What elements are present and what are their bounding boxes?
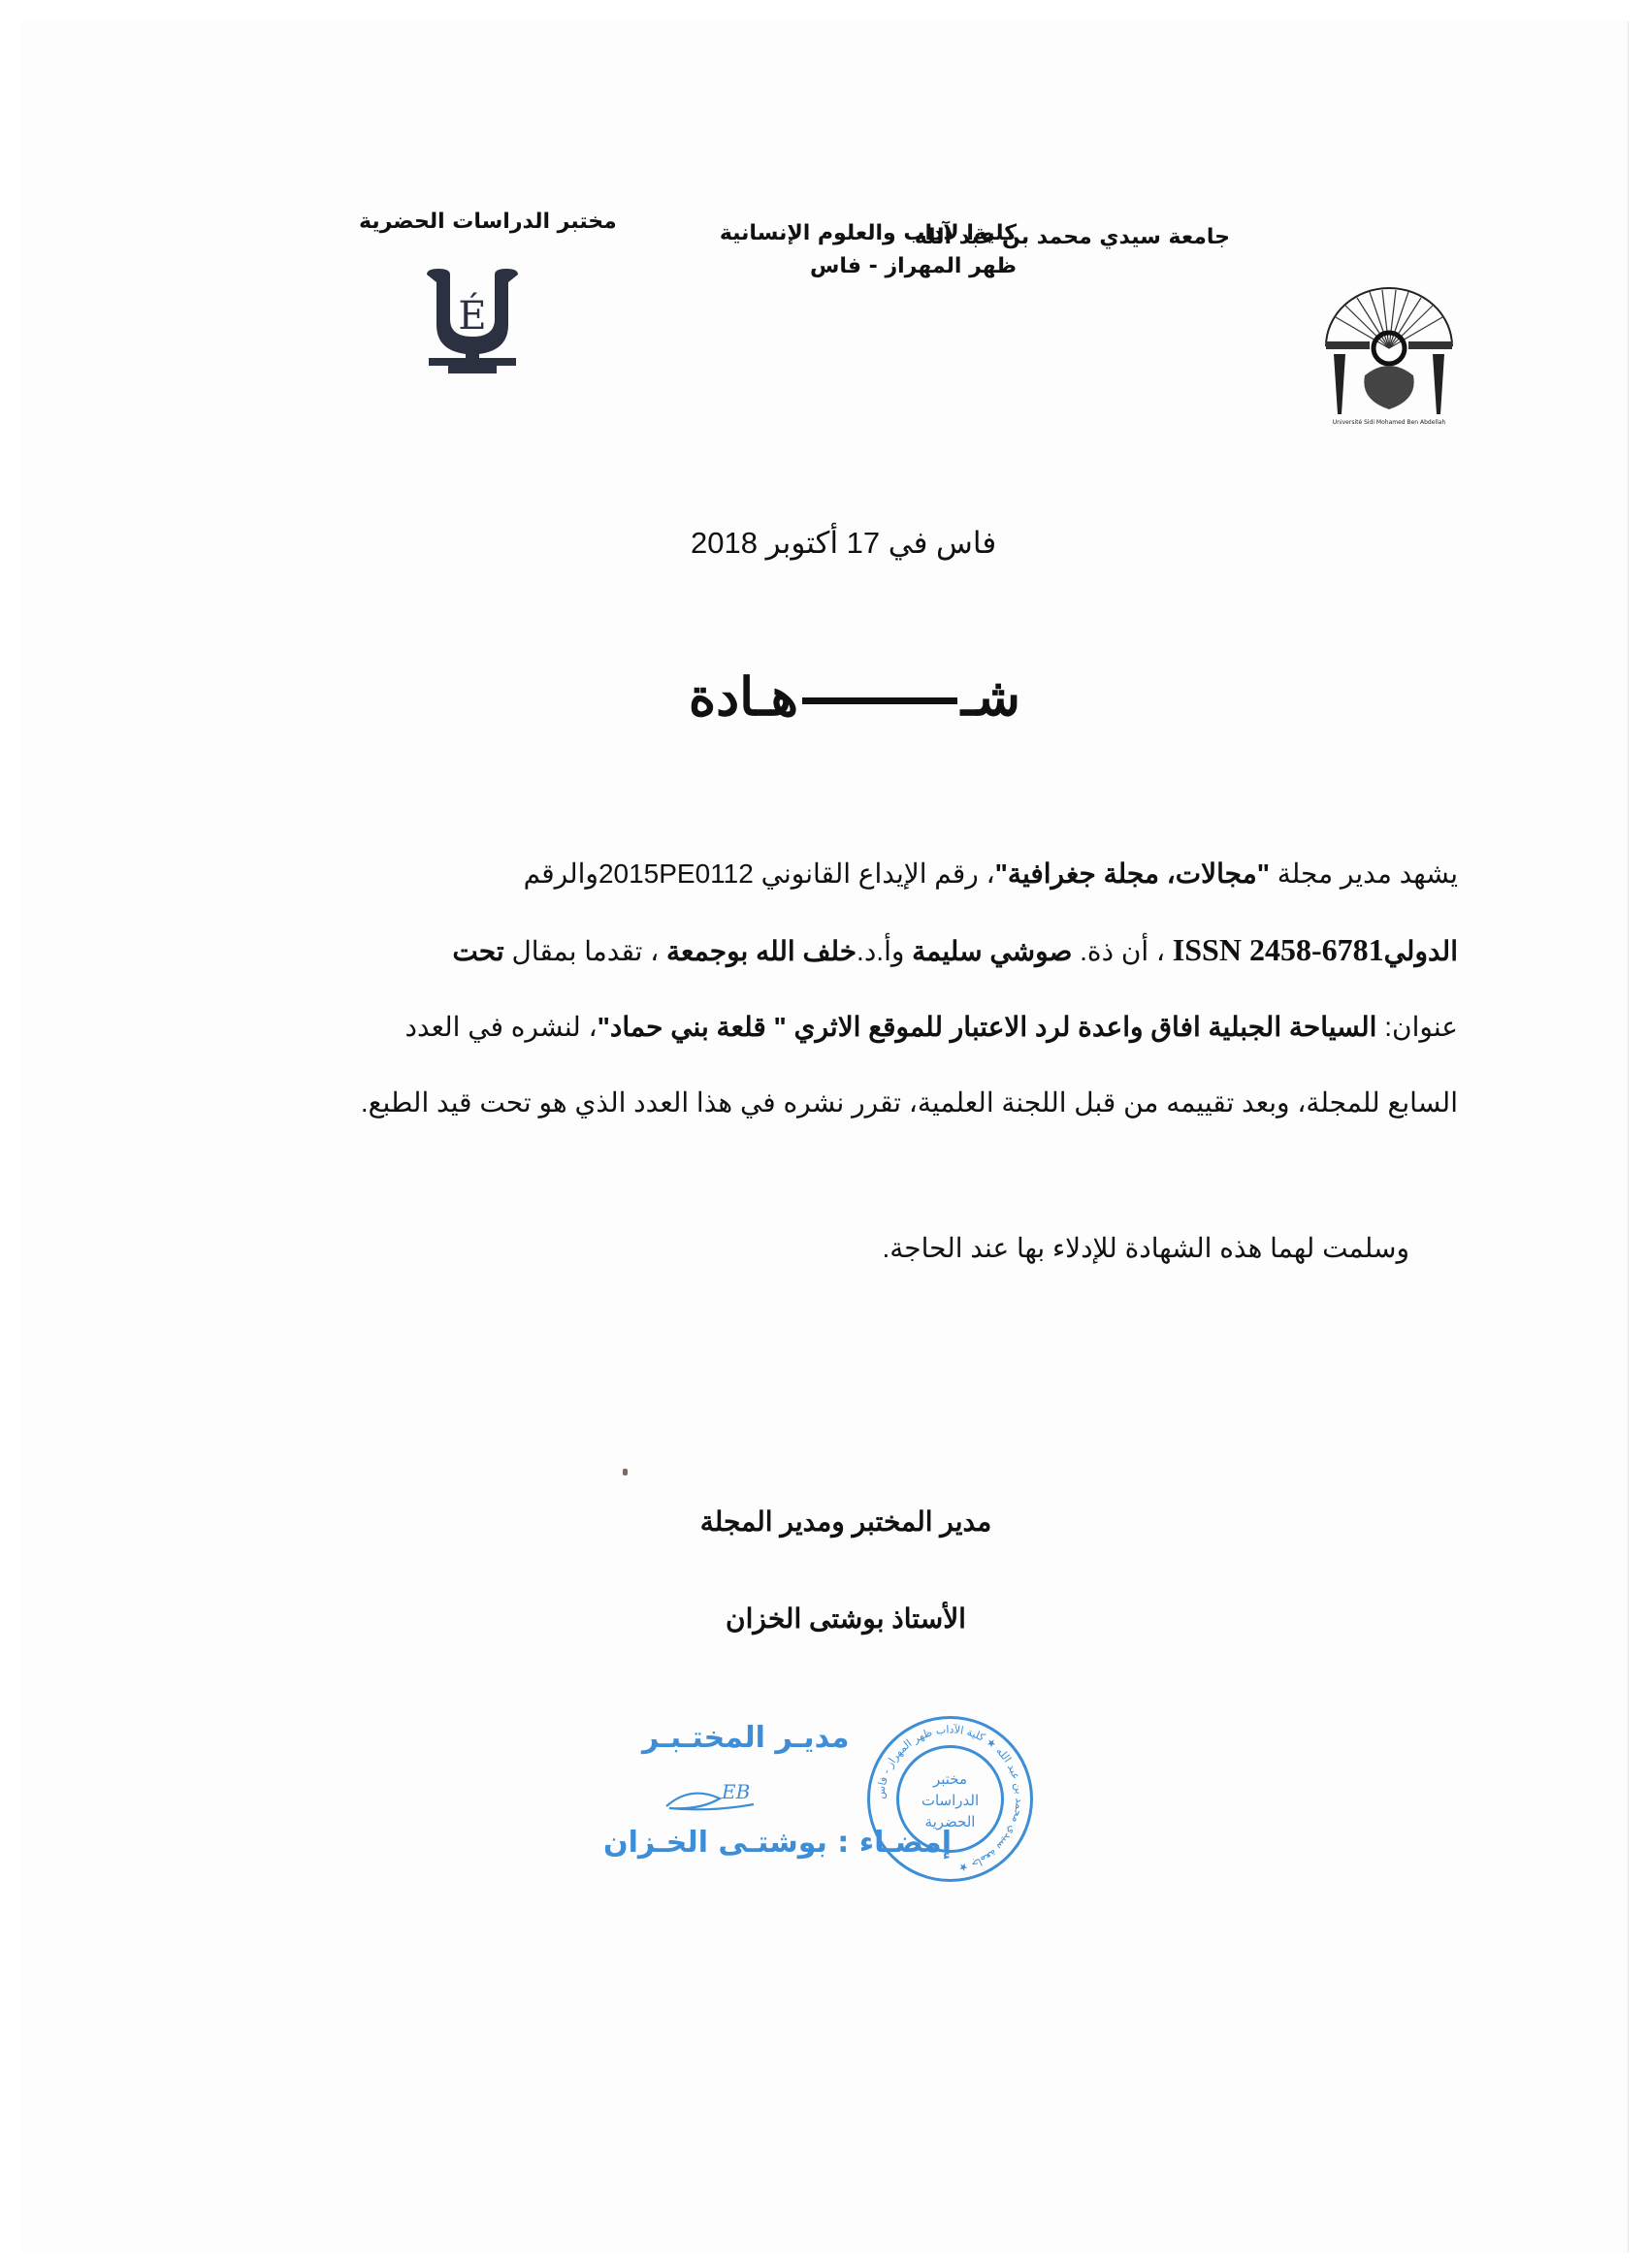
stamp-inner-line-2: الدراسات (921, 1792, 980, 1809)
lab-logo-letter: É (458, 294, 487, 339)
issn-number: ISSN 2458-6781 (1172, 932, 1384, 967)
closing-statement: وسلمت لهما هذه الشهادة للإدلاء بها عند الحاجة. (882, 1233, 1409, 1263)
university-logo-text: Université Sidi Mohamed Ben Abdellah (1332, 419, 1446, 426)
stamp-inner-line-1: مختبر (932, 1770, 968, 1788)
faculty-line-2: ظهر المهراز - فاس (809, 254, 1017, 278)
official-round-stamp (865, 1714, 1035, 1884)
stamp-inner-line-3: الحضرية (924, 1813, 976, 1831)
signature-initials: EB (722, 1780, 751, 1803)
author-1: صوشي سليمة (912, 936, 1073, 966)
body-text: ، أن ذة. (1072, 936, 1173, 966)
university-logo (1307, 278, 1471, 434)
journal-name: "مجالات، مجلة جغرافية" (994, 859, 1270, 889)
stamp-title: مديـر المختـبـر (642, 1721, 850, 1755)
document-title (688, 666, 1020, 728)
body-text: ، تقدما بمقال (503, 936, 667, 966)
certificate-page (21, 21, 1629, 2252)
body-text: ، لنشره في العدد (404, 1012, 598, 1042)
stamp-ring-textpath: جامعة سيدي محمد بن عبد الله ★ كلية الآداب ظهر المهراز - فاس ★ (874, 1723, 1026, 1875)
handwritten-signature (662, 1777, 768, 1816)
body-text: عنوان: (1376, 1012, 1458, 1042)
body-text: الدولي (1383, 936, 1458, 966)
issue-date: فاس في 17 أكتوبر 2018 (691, 526, 997, 560)
stamp-signed-by: إمضـاء : بوشتـى الخـزان (603, 1826, 953, 1860)
body-line-1 (153, 836, 1458, 912)
certificate-body (153, 836, 1458, 1141)
body-line-4: السابع للمجلة، وبعد تقييمه من قبل اللجنة العلمية، تقرر نشره في هذا العدد الذي هو تحت قيد الطبع. (360, 1087, 1458, 1118)
body-line-2 (153, 912, 1458, 989)
laboratory-logo (419, 269, 526, 375)
signatory-role: مدير المختبر ومدير المجلة (699, 1507, 992, 1537)
laboratory-name: مختبر الدراسات الحضرية (359, 210, 617, 234)
signatory-name: الأستاذ بوشتى الخزان (726, 1604, 966, 1634)
body-text: يشهد مدير مجلة (1269, 859, 1458, 889)
title-end: هـادة (688, 668, 798, 727)
author-2: خلف الله بوجمعة (666, 936, 857, 966)
body-text: تحت (452, 936, 504, 966)
faculty-line-1: كليةا لآداب والعلوم الإنسانية (719, 221, 1017, 245)
body-text: وأ.د. (857, 936, 913, 966)
body-text: ، رقم الإيداع القانوني (753, 859, 995, 889)
body-text: والرقم (523, 859, 598, 889)
legal-deposit-number: 2015PE0112 (598, 859, 754, 889)
article-title: السياحة الجبلية افاق واعدة لرد الاعتبار للموقع الاثري " قلعة بني حماد" (597, 1012, 1377, 1042)
body-line-3 (153, 989, 1458, 1065)
scan-speck (623, 1469, 628, 1475)
faculty-name (720, 217, 1017, 283)
title-kashida (802, 697, 957, 704)
title-start: شـ (960, 668, 1020, 727)
university-name: جامعة سيدي محمد بن عبد الله (914, 225, 1230, 249)
